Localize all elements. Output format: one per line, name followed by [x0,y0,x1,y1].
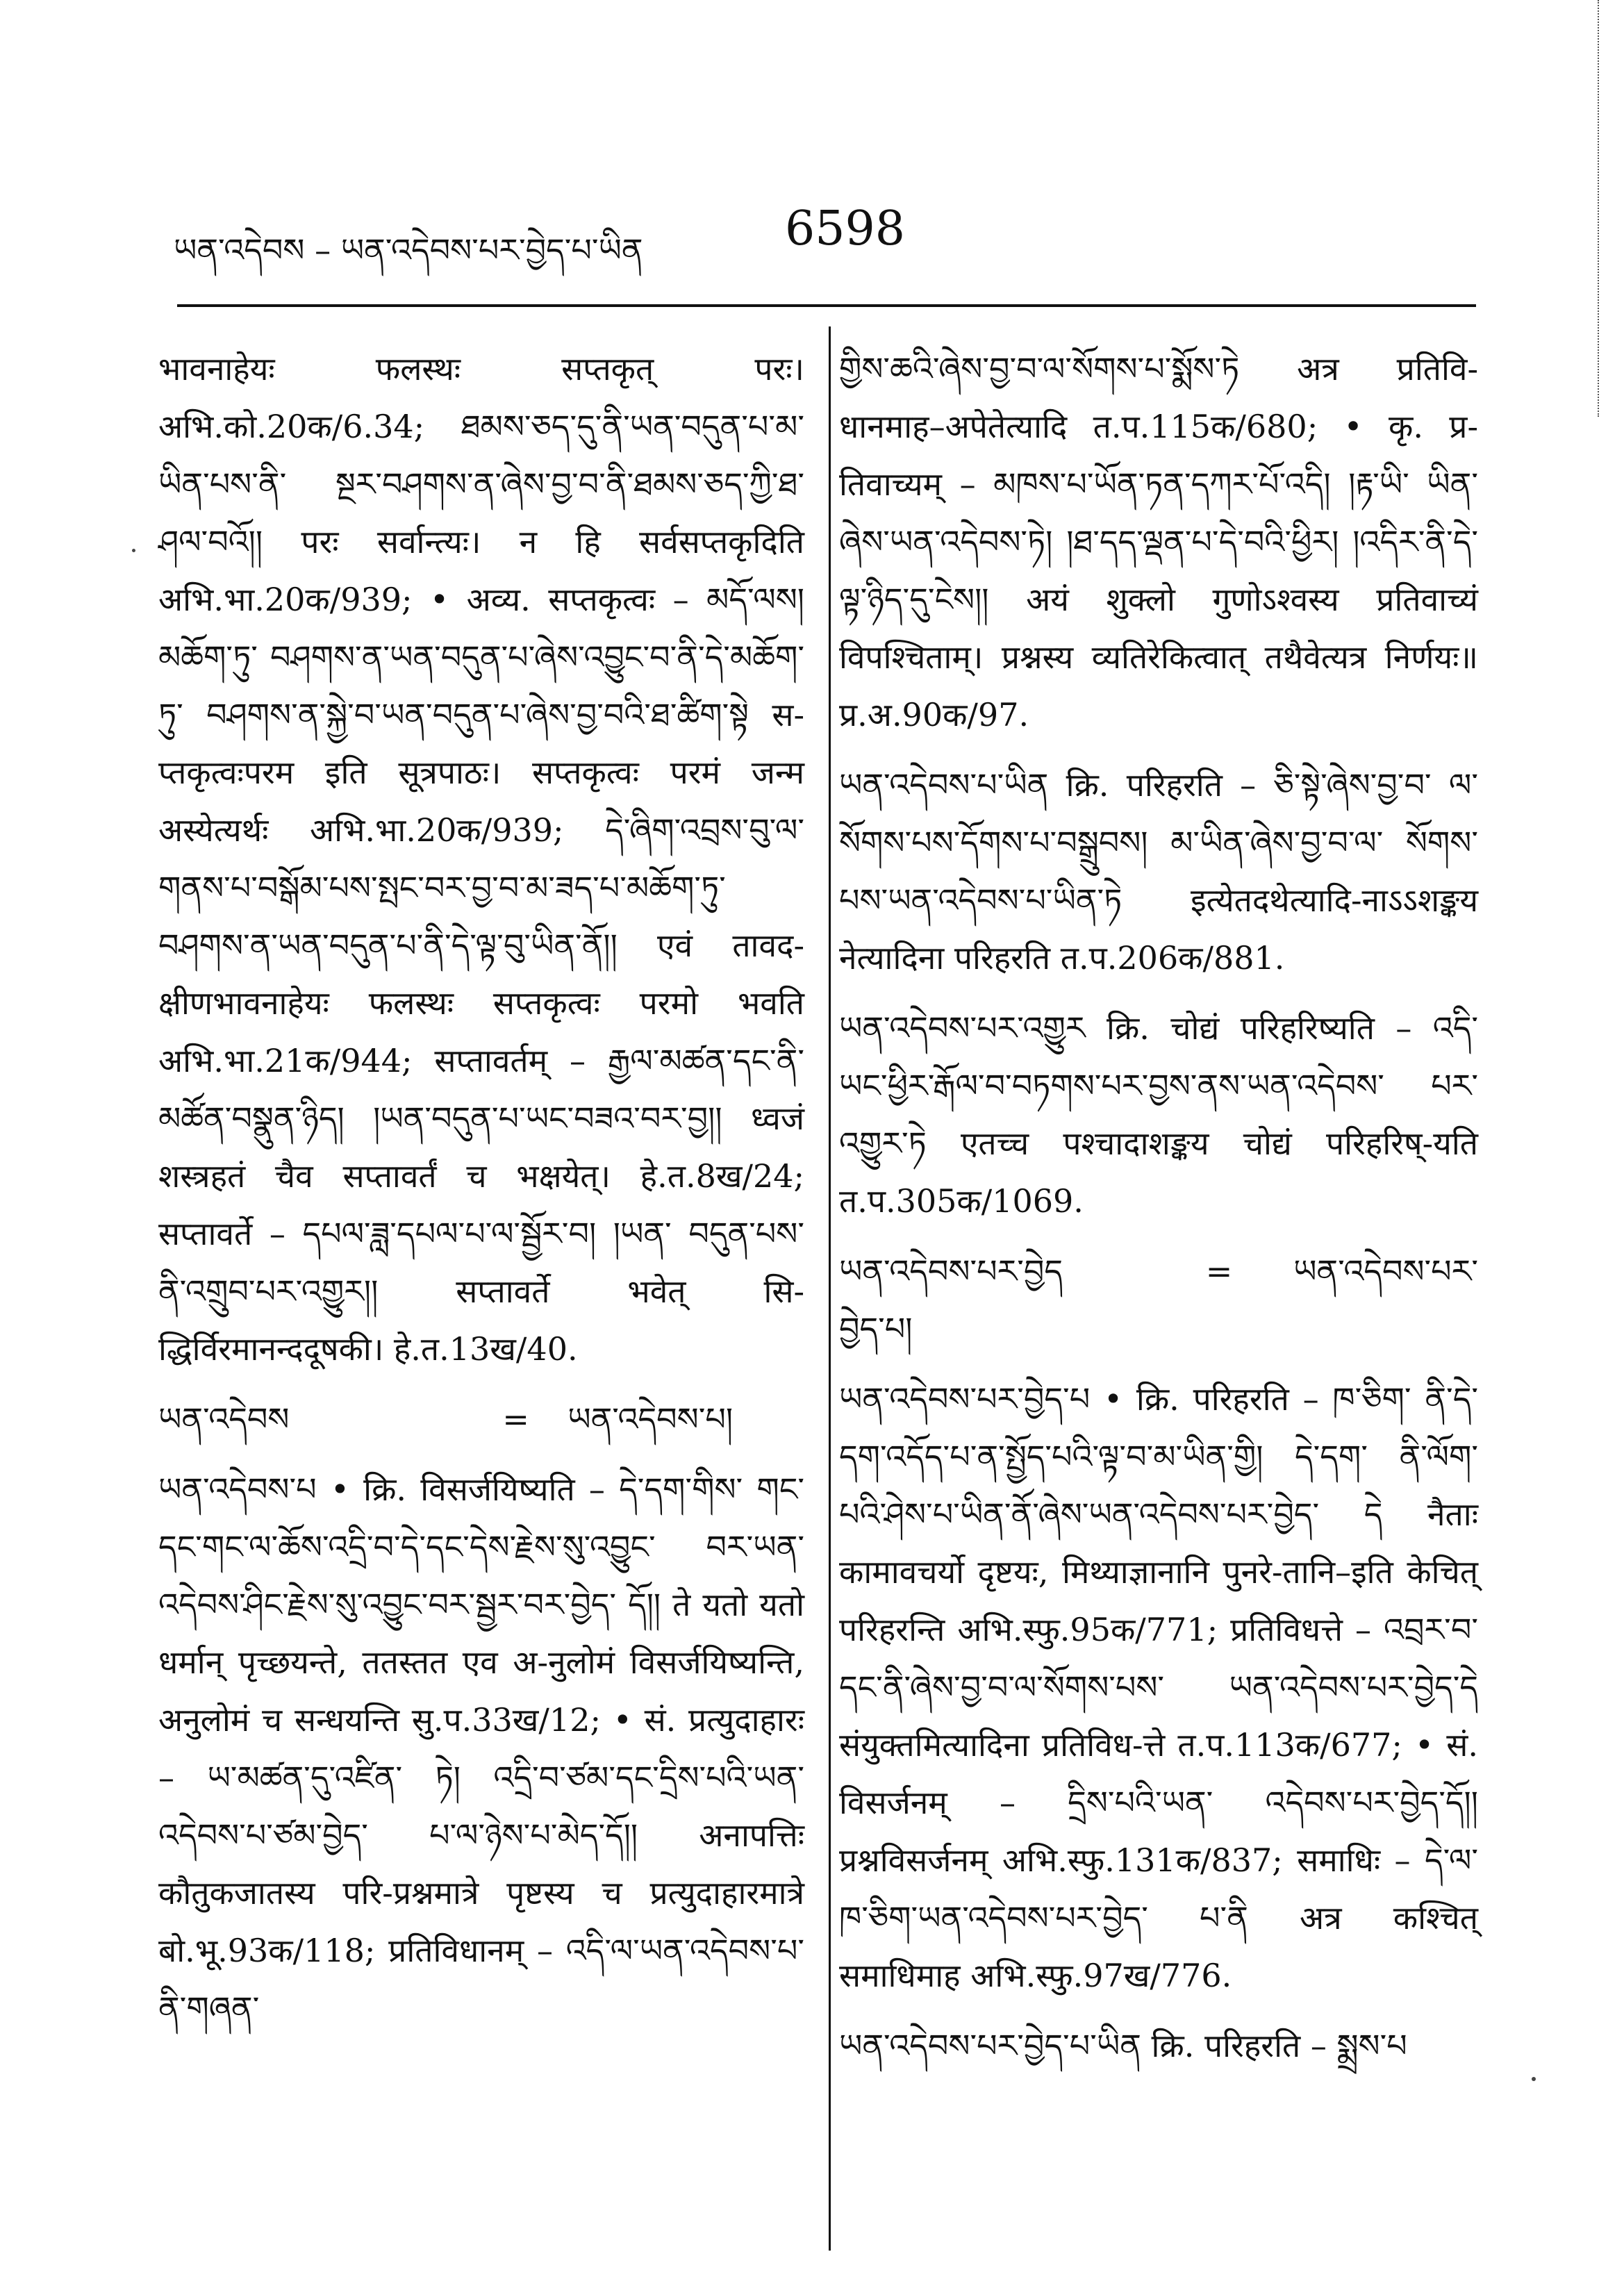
scan-speck [132,549,135,552]
equals-sign: = [502,1400,529,1438]
page-header [174,201,1480,278]
cross-ref-target: ཡན་འདེབས་པ། [567,1400,734,1438]
column-divider [829,326,831,2251]
entry-text: ཡན་འདེབས་པ • क्रि. विसर्जयिष्यति – དེ་དག་གིས་ གང་དང་གང་ལ་ཆོས་འདྲི་བ་དེ་དང་དེས་རྗེས་སུ་འབྱུང་ བར་ཡན་འདེབས་ཤིང་རྗེས་སུ་འབྱུང་བར་སྦྱར་བར་བྱེད་ དོ།། ते यतो यतो धर्मान् पृच्छयन्ते, ततस्तत एव अ-नुलोमं विसर्जयिष्यन्ति, अनुलोमं च सन्धयन्ति सु.प.33ख/12; • सं. प्रत्युदाहारः – ཡ་མཚན་དུ་འཛིན་ ཏེ། འདྲི་བ་ཙམ་དང་དྲིས་པའི་ཡན་འདེབས་པ་ཙམ་བྱེད་ པ་ལ་ཉེས་པ་མེད་དོ།། अनापत्तिः कौतुकजातस्य परि-प्रश्नमात्रे पृष्टस्य च प्रत्युदाहारमात्रे बो.भू.93क/118; प्रतिविधानम् – འདི་ལ་ཡན་འདེབས་པ་ནི་གཞན་ [158,1471,804,2027]
scan-speck [1532,2077,1536,2081]
entry-text: ཡན་འདེབས་པར་བྱེད་པ • क्रि. परिहरति – ཁ་ཅིག་ ནི་དེ་དག་འདོད་པ་ན་སྤྱོད་པའི་ལྟ་བ་མ་ཡིན་གྱི། དེ་དག་ ནི་ལོག་པའི་ཤེས་པ་ཡིན་ནོ་ཞེས་ཡན་འདེབས་པར་བྱེད་ དེ नैताः कामावचर्यो दृष्टयः, मिथ्याज्ञानानि पुनरे-तानि–इति केचित् परिहरन्ति अभि.स्फु.95क/771; प्रतिविधत्ते – འབྲར་བ་དང་ནི་ཞེས་བྱ་བ་ལ་སོགས་པས་ ཡན་འདེབས་པར་བྱེད་དེ संयुक्तमित्यादिना प्रतिविध-त्ते त.प.113क/677; • सं. विसर्जनम् – དྲིས་པའི་ཡན་ འདེབས་པར་བྱེད་དོ།། प्रश्नविसर्जनम् अभि.स्फु.131क/837; समाधिः – དེ་ལ་ཁ་ཅིག་ཡན་འདེབས་པར་བྱེད་ པ་ནི अत्र कश्चित् समाधिमाह अभि.स्फु.97ख/776. [839,1380,1478,1994]
entry-text: གྱིས་ཆའི་ཞེས་བྱ་བ་ལ་སོགས་པ་སྨོས་ཏེ अत्र प्रतिवि-धानमाह–अपेतेत्यादि त.प.115क/680; • कृ. प्र-तिवाच्यम् – མཁས་པ་ཡོན་ཏན་དཀར་པོ་འདི། །རྟ་ཡི་ ཡིན་ཞེས་ཡན་འདེབས་ཏེ། །ཐ་དད་ལྡན་པ་དེ་བའི་ཕྱིར། །འདིར་ནི་དེ་ལྟ་ཉིད་དུ་ངེས།། अयं शुक्लो गुणोऽश्वस्य प्रतिवाच्यं विपश्चिताम्। प्रश्नस्य व्यतिरेकित्वात् तथैवेत्यत्र निर्णयः॥ प्र.अ.90क/97. [839,350,1478,734]
cross-ref-headword: ཡན་འདེབས [158,1400,290,1438]
running-head: ཡན་འདེབས – ཡན་འདེབས་པར་བྱེད་པ་ཡིན [174,231,643,269]
equals-sign: = [1205,1252,1233,1290]
cross-ref-headword: ཡན་འདེབས་པར་བྱེད [839,1252,1063,1290]
page-number: 6598 [785,201,906,256]
cross-reference [158,1391,804,1448]
entry-text: ཡན་འདེབས་པར་འགྱུར क्रि. चोद्यं परिहरिष्यति – འདི་ ཡང་ཕྱིར་རྒོལ་བ་བཏགས་པར་བྱས་ནས་ཡན་འདེབས་ པར་འགྱུར་ཏེ एतच्च पश्चादाशङ्कय चोद्यं परिहरिष्-यति त.प.305क/1069. [839,1009,1478,1220]
right-column [839,340,1478,2087]
header-rule [177,304,1476,307]
entry-text: भावनाहेयः फलस्थः सप्तकृत् परः। अभि.को.20क/6.34; ཐམས་ཅད་དུ་ནི་ཡན་བདུན་པ་མ་ཡིན་པས་ནི་ སྔར་བཤགས་ན་ཞེས་བྱ་བ་ནི་ཐམས་ཅད་ཀྱི་ཐ་ཤལ་བའོ།། परः सर्वान्त्यः। न हि सर्वसप्तकृदिति अभि.भा.20क/939; • अव्य. सप्तकृत्वः – མདོ་ལས། མཆོག་ཏུ་ བཤགས་ན་ཡན་བདུན་པ་ཞེས་འབྱུང་བ་ནི་དེ་མཆོག་ཏུ་ བཤགས་ན་སྐྱེ་བ་ཡན་བདུན་པ་ཞེས་བྱ་བའི་ཐ་ཚིག་སྟེ स-प्तकृत्वःपरम इति सूत्रपाठः। सप्तकृत्वः परमं जन्म अस्येत्यर्थः अभि.भा.20क/939; དེ་ཞིག་འབྲས་བུ་ལ་ གནས་པ་བསྒོམ་པས་སྤང་བར་བྱ་བ་མ་ཟད་པ་མཆོག་ཏུ་ བཤགས་ན་ཡན་བདུན་པ་ནི་དེ་ལྟ་བུ་ཡིན་ནོ།། एवं तावद-क्षीणभावनाहेयः फलस्थः सप्तकृत्वः परमो भवति अभि.भा.21क/944; सप्तावर्तम् – རྒྱལ་མཚན་དང་ནི་ མཚོན་བསྣུན་ཉིད། །ཡན་བདུན་པ་ཡང་བཟའ་བར་བྱ།། ध्वजं शस्त्रहतं चैव सप्तावर्तं च भक्षयेत्। हे.त.8ख/24; सप्तावर्ते – དཔལ་ཟླ་དཔལ་པ་ལ་སྦྱོར་བ། །ཡན་ བདུན་པས་ནི་འགྲུབ་པར་འགྱུར།། सप्तावर्ते भवेत् सि-द्धिर्विरमानन्ददूषकी। हे.त.13ख/40. [158,350,804,1368]
entry-text: ཡན་འདེབས་པ་ཡིན क्रि. परिहरति – ཅི་སྟེ་ཞེས་བྱ་བ་ ལ་སོགས་པས་དོགས་པ་བསྒྲུབས། མ་ཡིན་ཞེས་བྱ་བ་ལ་ སོགས་པས་ཡན་འདེབས་པ་ཡིན་ཏེ इत्येतदथेत्यादि-नाऽऽशङ्कय नेत्यादिना परिहरति त.प.206क/881. [839,766,1478,977]
margin-scan-mark [1598,0,1603,417]
cross-reference [839,1243,1478,1358]
entry-text: ཡན་འདེབས་པར་བྱེད་པ་ཡིན क्रि. परिहरति – སྨྲས་པ [839,2027,1407,2064]
left-column [158,340,804,2050]
cross-ref-target: ཡན་འདེབས་པར་བྱེད་པ། [839,1252,1478,1348]
